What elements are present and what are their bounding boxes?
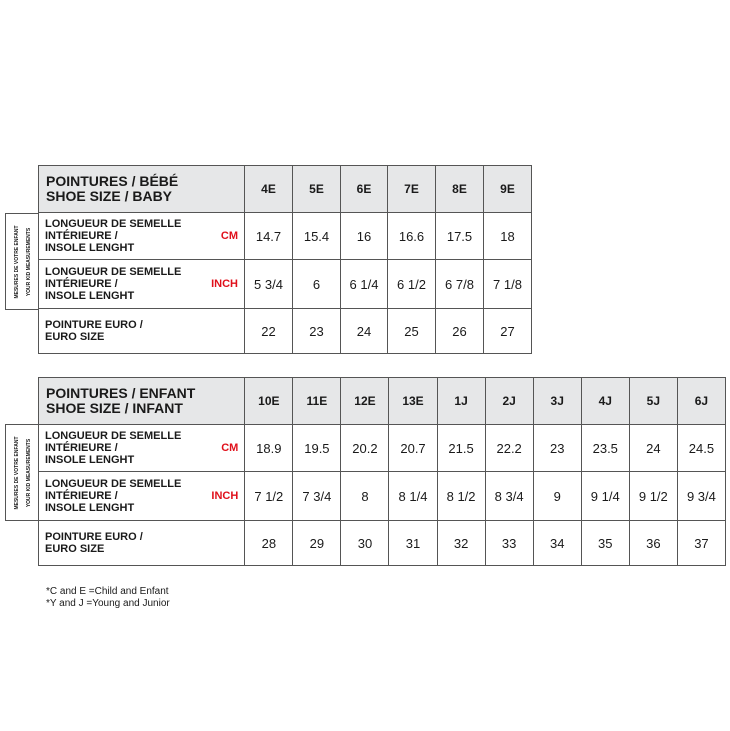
value-cell: 17.5 — [436, 213, 484, 260]
footnotes — [46, 586, 170, 610]
value-cell: 6 1/4 — [341, 260, 388, 309]
value-cell: 23.5 — [581, 425, 629, 472]
value-cell: 14.7 — [245, 213, 293, 260]
value-cell: 25 — [388, 309, 436, 354]
size-cell: 11E — [293, 378, 341, 425]
value-cell: 6 — [293, 260, 341, 309]
insole-length-label: LONGUEUR DE SEMELLE INTÉRIEURE / INSOLE LENGHT INCH — [39, 472, 245, 521]
value-cell: 9 1/4 — [581, 472, 629, 521]
footnote-c-e: *C and E =Child and Enfant — [46, 586, 169, 597]
value-cell: 28 — [245, 521, 293, 566]
value-cell: 16 — [341, 213, 388, 260]
value-cell: 7 1/2 — [245, 472, 293, 521]
side-label-line2: YOUR KID MEASUREMENTS — [25, 227, 32, 296]
infant-header-row — [39, 378, 726, 425]
size-cell: 5E — [293, 166, 341, 213]
value-cell: 31 — [389, 521, 437, 566]
unit-cm: CM — [220, 230, 238, 242]
size-cell: 7E — [388, 166, 436, 213]
insole-length-label: LONGUEUR DE SEMELLE INTÉRIEURE / INSOLE LENGHT INCH — [39, 260, 245, 309]
value-cell: 33 — [485, 521, 533, 566]
value-cell: 36 — [629, 521, 677, 566]
value-cell: 26 — [436, 309, 484, 354]
euro-size-label: POINTURE EURO / EURO SIZE — [39, 521, 245, 566]
value-cell: 24 — [629, 425, 677, 472]
baby-cm-row — [39, 213, 532, 260]
value-cell: 29 — [293, 521, 341, 566]
side-label-line2: YOUR KID MEASUREMENTS — [25, 438, 32, 507]
infant-inch-row — [39, 472, 726, 521]
unit-cm: CM — [221, 442, 239, 454]
value-cell: 20.2 — [341, 425, 389, 472]
size-cell: 13E — [389, 378, 437, 425]
value-cell: 30 — [341, 521, 389, 566]
footnote-y-j: *Y and J =Young and Junior — [46, 598, 170, 609]
euro-size-label: POINTURE EURO / EURO SIZE — [39, 309, 245, 354]
value-cell: 6 1/2 — [388, 260, 436, 309]
size-cell: 9E — [484, 166, 532, 213]
size-cell: 4J — [581, 378, 629, 425]
insole-length-label: LONGUEUR DE SEMELLE INTÉRIEURE / INSOLE LENGHT CM — [39, 213, 245, 260]
infant-table-title: POINTURES / ENFANT SHOE SIZE / INFANT — [39, 378, 245, 425]
baby-size-table — [38, 165, 532, 354]
value-cell: 8 3/4 — [485, 472, 533, 521]
value-cell: 18.9 — [245, 425, 293, 472]
baby-inch-row — [39, 260, 532, 309]
size-cell: 8E — [436, 166, 484, 213]
infant-euro-row — [39, 521, 726, 566]
baby-measurements-side-label — [5, 213, 39, 310]
unit-inch: INCH — [211, 490, 239, 502]
value-cell: 21.5 — [437, 425, 485, 472]
value-cell: 22 — [245, 309, 293, 354]
size-cell: 1J — [437, 378, 485, 425]
side-label-line1: MESURES DE VOTRE ENFANT — [13, 224, 20, 299]
value-cell: 35 — [581, 521, 629, 566]
value-cell: 37 — [677, 521, 725, 566]
value-cell: 8 1/4 — [389, 472, 437, 521]
value-cell: 9 1/2 — [629, 472, 677, 521]
insole-length-label: LONGUEUR DE SEMELLE INTÉRIEURE / INSOLE LENGHT CM — [39, 425, 245, 472]
value-cell: 34 — [533, 521, 581, 566]
value-cell: 8 — [341, 472, 389, 521]
infant-size-table — [38, 377, 726, 566]
value-cell: 23 — [533, 425, 581, 472]
value-cell: 7 1/8 — [484, 260, 532, 309]
side-label-line1: MESURES DE VOTRE ENFANT — [13, 435, 20, 510]
value-cell: 6 7/8 — [436, 260, 484, 309]
value-cell: 5 3/4 — [245, 260, 293, 309]
size-cell: 6E — [341, 166, 388, 213]
baby-table-title: POINTURES / BÉBÉ SHOE SIZE / BABY — [39, 166, 245, 213]
size-cell: 12E — [341, 378, 389, 425]
value-cell: 9 — [533, 472, 581, 521]
infant-measurements-side-label — [5, 424, 39, 521]
value-cell: 23 — [293, 309, 341, 354]
value-cell: 9 3/4 — [677, 472, 725, 521]
size-cell: 5J — [629, 378, 677, 425]
size-cell: 2J — [485, 378, 533, 425]
size-cell: 3J — [533, 378, 581, 425]
size-cell: 6J — [677, 378, 725, 425]
value-cell: 15.4 — [293, 213, 341, 260]
value-cell: 7 3/4 — [293, 472, 341, 521]
value-cell: 22.2 — [485, 425, 533, 472]
size-cell: 10E — [245, 378, 293, 425]
value-cell: 18 — [484, 213, 532, 260]
size-cell: 4E — [245, 166, 293, 213]
value-cell: 20.7 — [389, 425, 437, 472]
value-cell: 19.5 — [293, 425, 341, 472]
value-cell: 8 1/2 — [437, 472, 485, 521]
value-cell: 16.6 — [388, 213, 436, 260]
value-cell: 24.5 — [677, 425, 725, 472]
baby-euro-row — [39, 309, 532, 354]
unit-inch: INCH — [211, 278, 238, 290]
value-cell: 32 — [437, 521, 485, 566]
value-cell: 27 — [484, 309, 532, 354]
value-cell: 24 — [341, 309, 388, 354]
infant-cm-row — [39, 425, 726, 472]
baby-header-row — [39, 166, 532, 213]
